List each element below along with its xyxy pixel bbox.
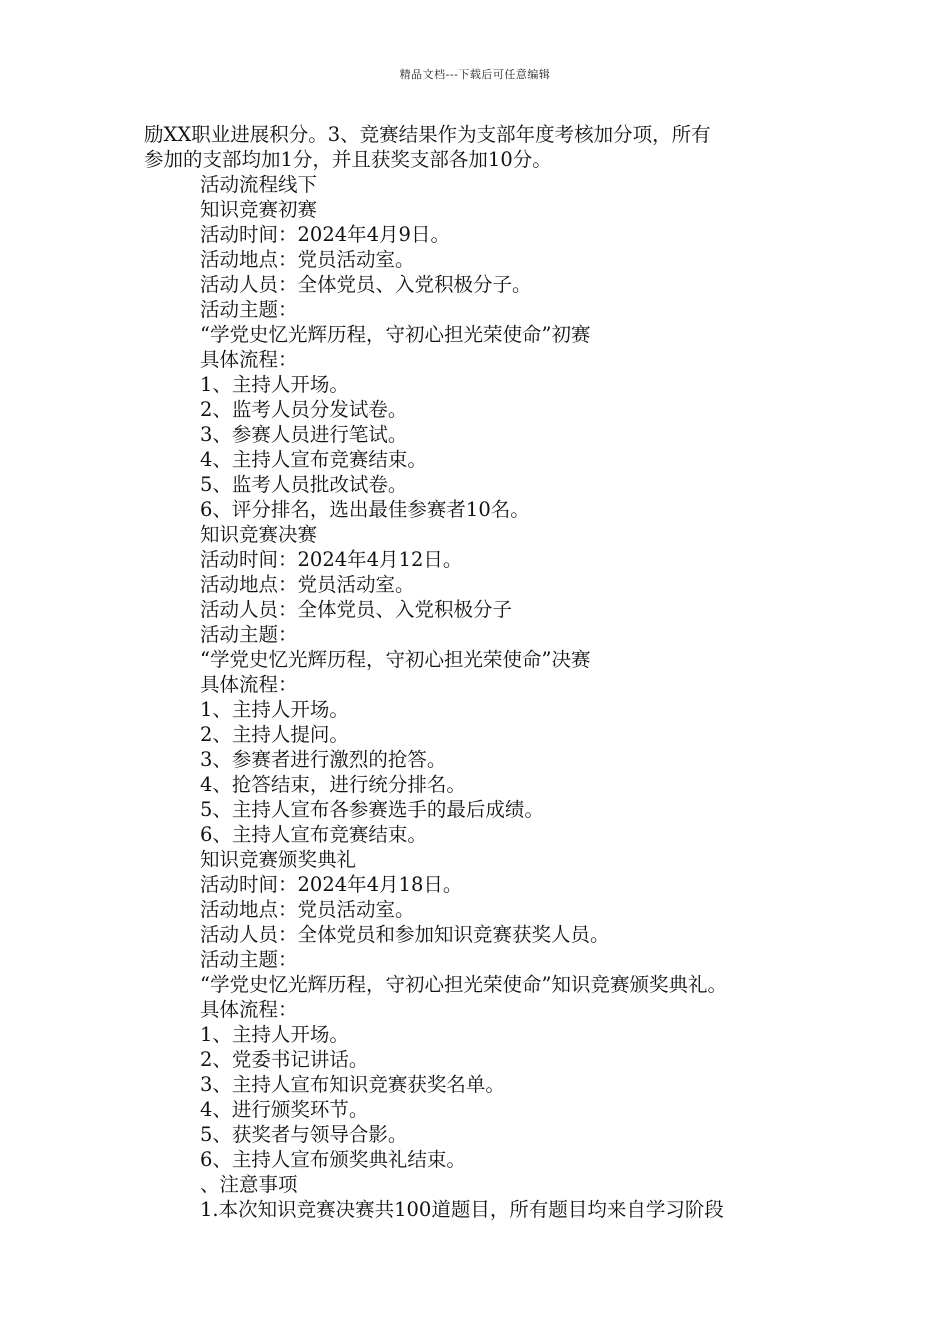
- section-heading: 知识竞赛颁奖典礼: [200, 848, 357, 871]
- section-heading: 知识竞赛决赛: [200, 523, 318, 546]
- event-participants: 活动人员：全体党员、入党积极分子。: [200, 273, 532, 296]
- event-theme: “学党史忆光辉历程，守初心担光荣使命”初赛: [200, 323, 591, 346]
- notice-item: 1.本次知识竞赛决赛共100道题目，所有题目均来自学习阶段: [200, 1198, 724, 1221]
- process-step: 6、评分排名，选出最佳参赛者10名。: [200, 498, 530, 521]
- process-step: 4、主持人宣布竞赛结束。: [200, 448, 427, 471]
- event-location: 活动地点：党员活动室。: [200, 898, 415, 921]
- process-step: 3、参赛者进行激烈的抢答。: [200, 748, 447, 771]
- process-step: 2、主持人提问。: [200, 723, 349, 746]
- event-time: 活动时间：2024年4月18日。: [200, 873, 463, 896]
- event-time: 活动时间：2024年4月12日。: [200, 548, 463, 571]
- process-step: 1、主持人开场。: [200, 373, 349, 396]
- process-step: 2、党委书记讲话。: [200, 1048, 369, 1071]
- process-step: 4、进行颁奖环节。: [200, 1098, 369, 1121]
- event-location: 活动地点：党员活动室。: [200, 248, 415, 271]
- document-body: [0, 122, 950, 1222]
- section-heading: 活动流程线下: [200, 173, 318, 196]
- process-step: 4、抢答结束，进行统分排名。: [200, 773, 466, 796]
- event-participants: 活动人员：全体党员、入党积极分子: [200, 598, 513, 621]
- process-step: 5、获奖者与领导合影。: [200, 1123, 408, 1146]
- section-heading: 知识竞赛初赛: [200, 198, 318, 221]
- event-time: 活动时间：2024年4月9日。: [200, 223, 450, 246]
- event-theme-label: 活动主题：: [200, 948, 298, 971]
- section-heading: 、注意事项: [200, 1173, 298, 1196]
- event-theme-label: 活动主题：: [200, 623, 298, 646]
- page-header: 精品文档---下载后可任意编辑: [399, 68, 551, 81]
- process-step: 5、监考人员批改试卷。: [200, 473, 408, 496]
- event-theme: “学党史忆光辉历程，守初心担光荣使命”决赛: [200, 648, 591, 671]
- process-step: 3、参赛人员进行笔试。: [200, 423, 408, 446]
- event-theme-label: 活动主题：: [200, 298, 298, 321]
- process-label: 具体流程：: [200, 673, 298, 696]
- process-label: 具体流程：: [200, 348, 298, 371]
- process-step: 6、主持人宣布颁奖典礼结束。: [200, 1148, 466, 1171]
- event-theme: “学党史忆光辉历程，守初心担光荣使命”知识竞赛颁奖典礼。: [200, 973, 727, 996]
- process-step: 1、主持人开场。: [200, 698, 349, 721]
- paragraph-line: 参加的支部均加1分，并且获奖支部各加10分。: [144, 148, 552, 171]
- paragraph-line: 励XX职业进展积分。3、竞赛结果作为支部年度考核加分项，所有: [144, 123, 711, 146]
- process-step: 5、主持人宣布各参赛选手的最后成绩。: [200, 798, 544, 821]
- process-step: 2、监考人员分发试卷。: [200, 398, 408, 421]
- process-step: 1、主持人开场。: [200, 1023, 349, 1046]
- process-step: 3、主持人宣布知识竞赛获奖名单。: [200, 1073, 505, 1096]
- event-location: 活动地点：党员活动室。: [200, 573, 415, 596]
- process-step: 6、主持人宣布竞赛结束。: [200, 823, 427, 846]
- event-participants: 活动人员：全体党员和参加知识竞赛获奖人员。: [200, 923, 610, 946]
- process-label: 具体流程：: [200, 998, 298, 1021]
